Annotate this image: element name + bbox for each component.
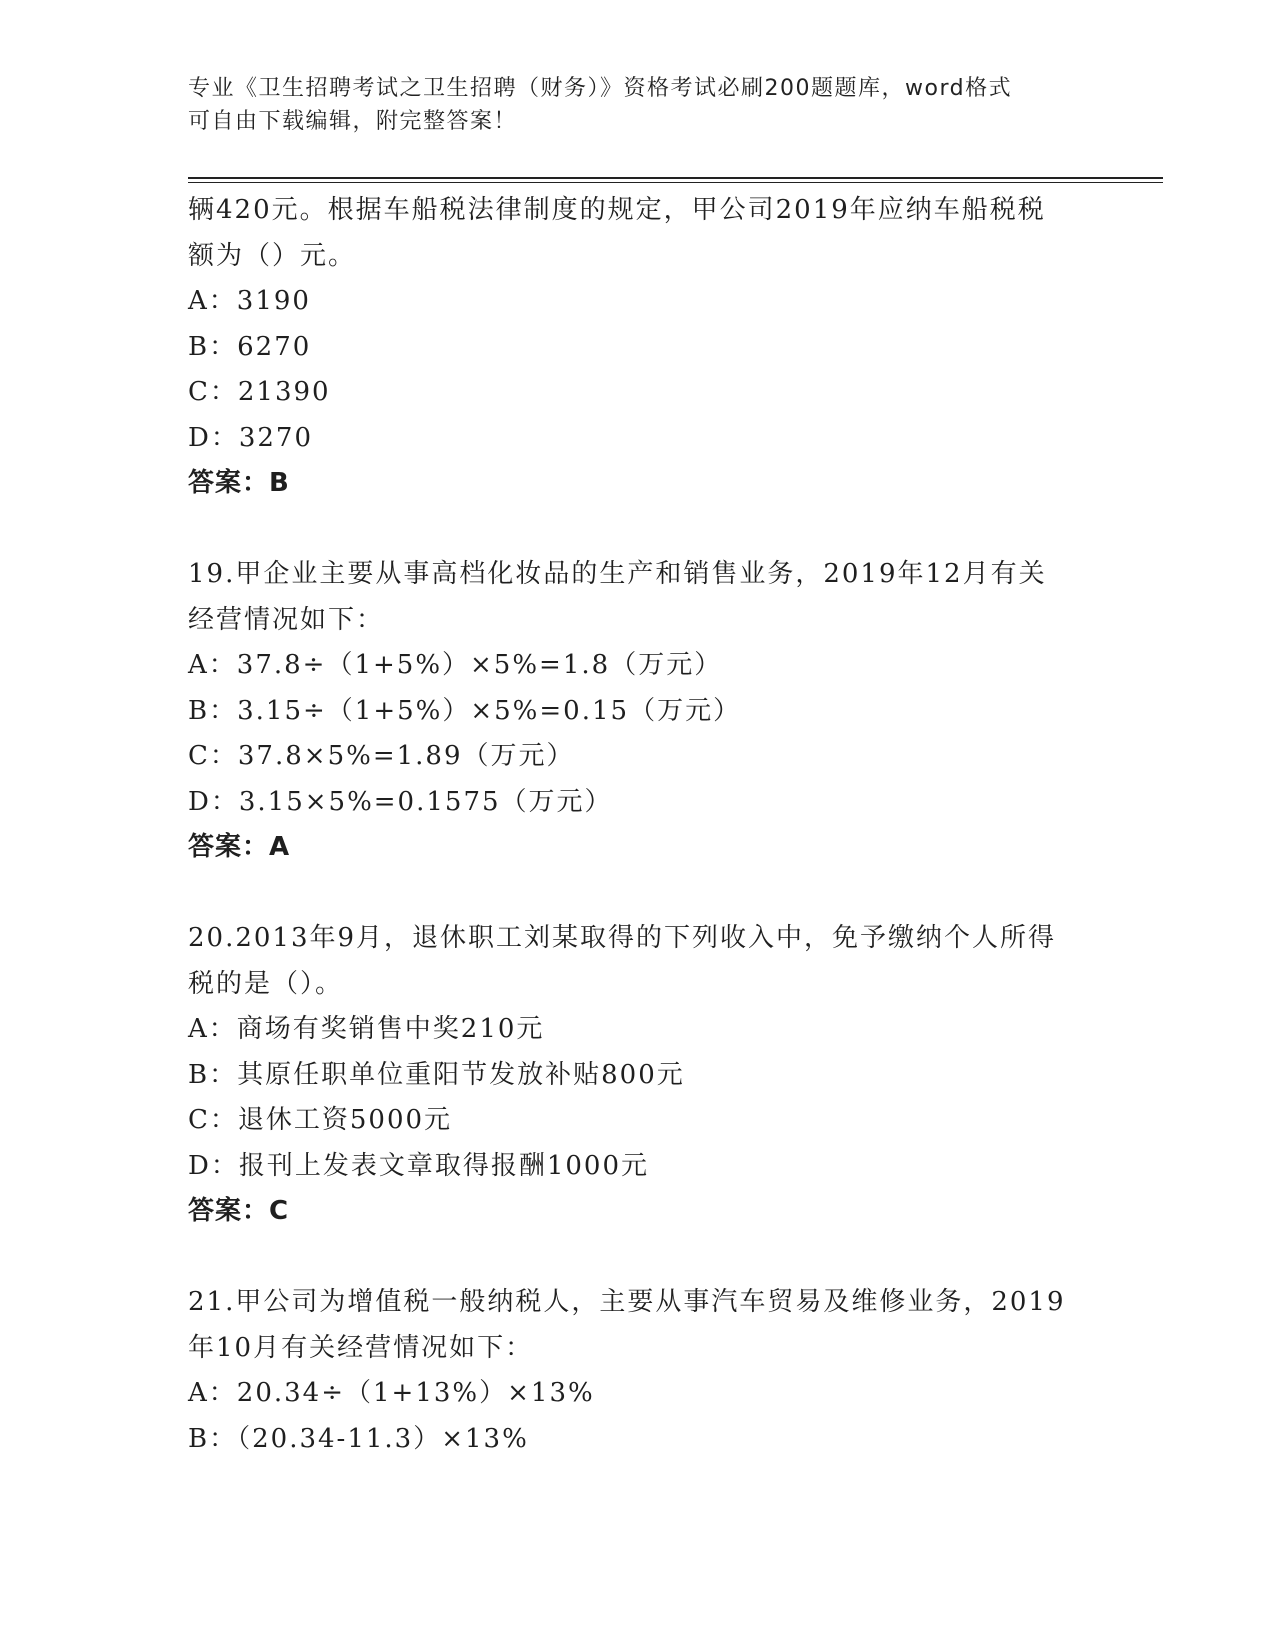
question-text-line: 税的是（）。 (188, 968, 344, 999)
option-a: A：20.34÷（1+13%）×13% (188, 1378, 595, 1408)
answer-line: 答案：C (188, 1196, 290, 1226)
question-21 (188, 1280, 1088, 1462)
question-18 (188, 188, 1088, 507)
answer-line: 答案：B (188, 468, 290, 498)
option-b: B：其原任职单位重阳节发放补贴800元 (188, 1059, 685, 1090)
question-19 (188, 552, 1088, 871)
option-c: C：退休工资5000元 (188, 1105, 453, 1135)
question-text-line: 额为（）元。 (188, 240, 357, 271)
question-text-line: 21.甲公司为增值税一般纳税人，主要从事汽车贸易及维修业务，2019 (188, 1287, 1066, 1317)
option-c: C：37.8×5%=1.89（万元） (188, 741, 575, 771)
option-b: B：6270 (188, 331, 312, 362)
option-d: D：3.15×5%=0.1575（万元） (188, 786, 613, 817)
page-header (188, 72, 1068, 138)
spacer (188, 1235, 1088, 1281)
header-line-2: 可自由下载编辑，附完整答案！ (188, 109, 518, 134)
question-text-line: 20.2013年9月，退休职工刘某取得的下列收入中，免予缴纳个人所得 (188, 923, 1057, 953)
header-line-1: 专业《卫生招聘考试之卫生招聘（财务）》资格考试必刷200题题库，word格式 (188, 76, 1013, 101)
question-text-line: 经营情况如下： (188, 604, 385, 635)
question-text-line: 年10月有关经营情况如下： (188, 1332, 534, 1363)
header-rule-thick (188, 177, 1163, 179)
option-a: A：37.8÷（1+5%）×5%=1.8（万元） (188, 650, 723, 680)
option-d: D：3270 (188, 422, 314, 453)
option-b: B：（20.34-11.3）×13% (188, 1423, 529, 1454)
question-text-line: 辆420元。根据车船税法律制度的规定，甲公司2019年应纳车船税税 (188, 195, 1046, 225)
header-rule-thin (188, 182, 1163, 183)
option-b: B：3.15÷（1+5%）×5%=0.15（万元） (188, 695, 742, 726)
spacer (188, 871, 1088, 917)
option-a: A：3190 (188, 286, 311, 316)
spacer (188, 507, 1088, 553)
question-20 (188, 916, 1088, 1235)
option-d: D：报刊上发表文章取得报酬1000元 (188, 1150, 650, 1181)
option-a: A：商场有奖销售中奖210元 (188, 1014, 545, 1044)
answer-line: 答案：A (188, 832, 291, 862)
option-c: C：21390 (188, 377, 331, 407)
question-content (188, 188, 1088, 1462)
question-text-line: 19.甲企业主要从事高档化妆品的生产和销售业务，2019年12月有关 (188, 559, 1047, 589)
